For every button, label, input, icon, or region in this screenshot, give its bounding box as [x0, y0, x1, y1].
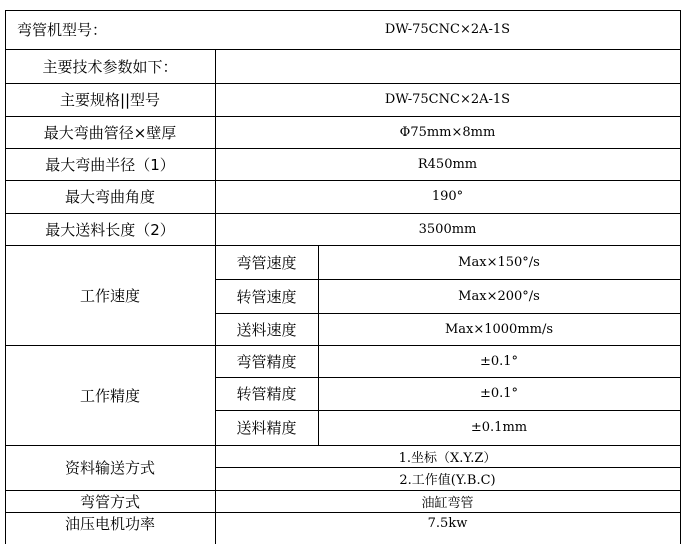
params-heading: 主要技术参数如下：	[42, 57, 178, 76]
spec-label: 主要规格||型号	[59, 91, 161, 109]
bend-mode-label: 弯管方式	[79, 492, 140, 511]
precision-item-label: 送料精度	[236, 419, 297, 437]
max-radius-label: 最大弯曲半径（1）	[45, 155, 175, 174]
max-diameter-value: Φ75mm×8mm	[399, 124, 496, 140]
feed-mode-value: 2.工作值(Y.B.C)	[399, 473, 496, 488]
precision-item-label: 弯管精度	[236, 352, 297, 371]
bend-mode-value: 油缸弯管	[421, 495, 474, 511]
speed-item-value: Max×1000mm/s	[444, 321, 554, 337]
max-angle-label: 最大弯曲角度	[64, 188, 155, 206]
feed-mode-value: 1.坐标（X.Y.Z）	[398, 450, 497, 466]
motor-power-label: 油压电机功率	[64, 514, 155, 533]
speed-item-label: 弯管速度	[236, 253, 297, 272]
max-feed-label: 最大送料长度（2）	[45, 220, 175, 239]
precision-item-value: ±0.1°	[479, 353, 519, 369]
column-line	[680, 10, 681, 544]
feed-mode-label: 资料输送方式	[64, 459, 155, 477]
precision-item-value: ±0.1°	[479, 386, 519, 401]
max-radius-value: R450mm	[417, 156, 478, 172]
max-angle-value: 190°	[431, 189, 464, 204]
max-diameter-label: 最大弯曲管径×壁厚	[43, 123, 177, 142]
speed-item-value: Max×200°/s	[458, 288, 540, 304]
precision-item-label: 转管精度	[236, 385, 297, 403]
max-feed-value: 3500mm	[418, 221, 477, 237]
model-value: DW-75CNC×2A-1S	[384, 22, 511, 37]
speed-group-label: 工作速度	[79, 286, 140, 305]
speed-item-label: 送料速度	[236, 320, 297, 339]
speed-item-value: Max×150°/s	[458, 254, 540, 270]
model-label: 弯管机型号：	[17, 21, 108, 39]
precision-group-label: 工作精度	[79, 386, 140, 405]
motor-power-value: 7.5kw	[427, 515, 468, 531]
speed-item-label: 转管速度	[236, 287, 297, 306]
precision-item-value: ±0.1mm	[470, 420, 528, 435]
spec-value: DW-75CNC×2A-1S	[384, 92, 511, 107]
